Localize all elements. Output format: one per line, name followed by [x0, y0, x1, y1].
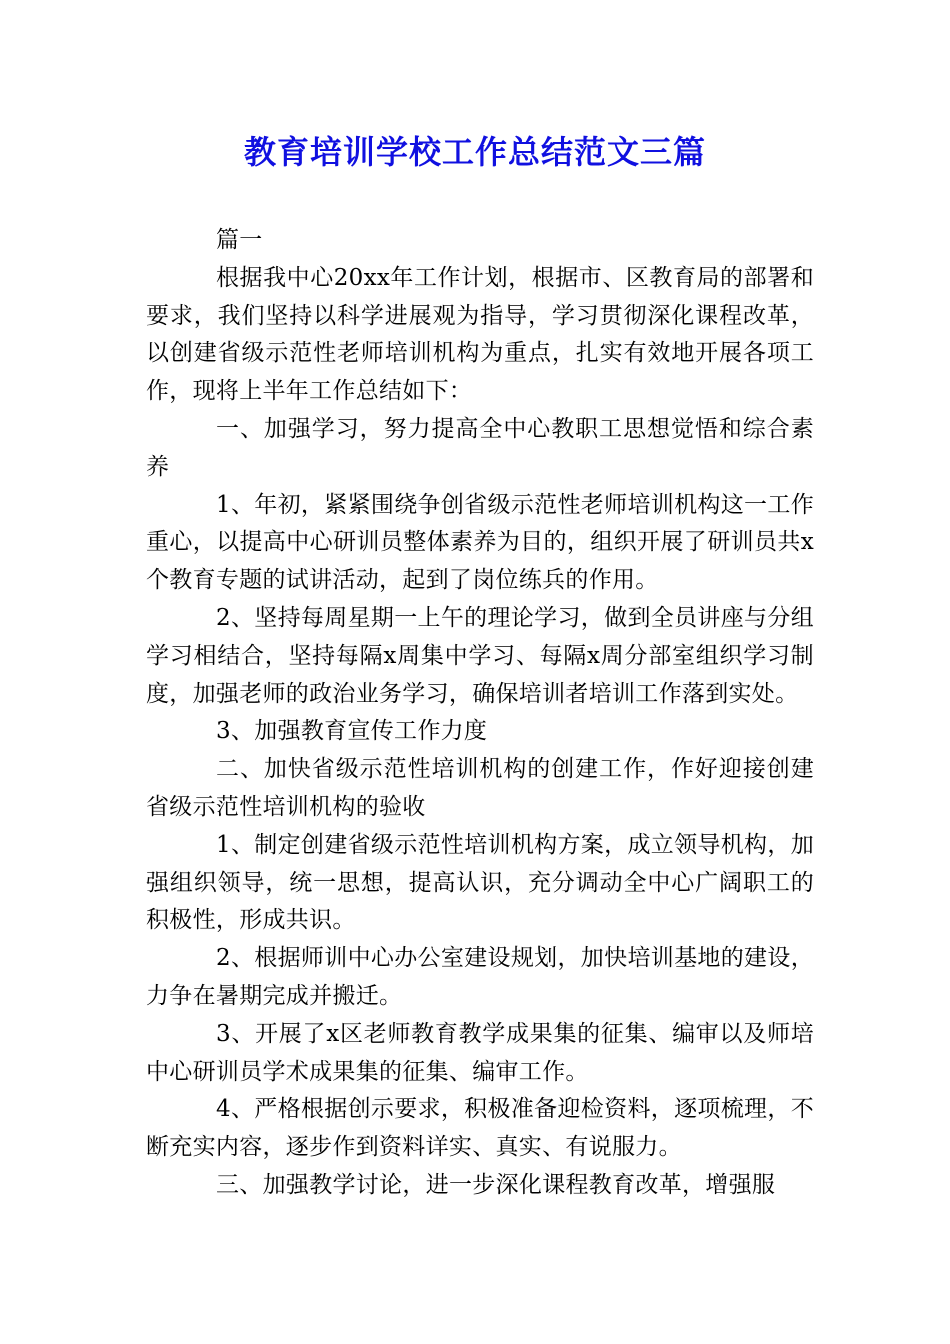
paragraph-item: 3、加强教育宣传工作力度 — [216, 718, 488, 745]
paragraph-item: 1、年初，紧紧围绕争创省级示范性老师培训机构这一工作重心，以提高中心研训员整体素养为目的，组织开展了研训员共x个教育专题的试讲活动，起到了岗位练兵的作用。 — [146, 491, 814, 594]
paragraph-heading-1: 一、加强学习，努力提高全中心教职工思想觉悟和综合素养 — [146, 415, 814, 480]
paragraph-item: 2、根据师训中心办公室建设规划，加快培训基地的建设，力争在暑期完成并搬迁。 — [146, 945, 814, 1009]
paragraph-section-label: 篇一 — [216, 227, 263, 253]
document-body — [146, 222, 814, 1205]
paragraph-heading-3: 三、加强教学讨论，进一步深化课程教育改革，增强服 — [216, 1171, 776, 1198]
paragraph-item: 1、制定创建省级示范性培训机构方案，成立领导机构，加强组织领导，统一思想，提高认识，充分调动全中心广阔职工的积极性，形成共识。 — [146, 831, 814, 934]
paragraph-intro: 根据我中心20xx年工作计划，根据市、区教育局的部署和要求，我们坚持以科学进展观为指导，学习贯彻深化课程改革，以创建省级示范性老师培训机构为重点，扎实有效地开展各项工作，现将上半年工作总结如下： — [146, 264, 814, 405]
paragraph-item: 3、开展了x区老师教育教学成果集的征集、编审以及师培中心研训员学术成果集的征集、编审工作。 — [146, 1020, 814, 1085]
paragraph-heading-2: 二、加快省级示范性培训机构的创建工作，作好迎接创建省级示范性培训机构的验收 — [146, 756, 814, 820]
paragraph-item: 4、严格根据创示要求，积极准备迎检资料，逐项梳理，不断充实内容，逐步作到资料详实、真实、有说服力。 — [146, 1096, 814, 1161]
document-title: 教育培训学校工作总结范文三篇 — [243, 133, 706, 171]
paragraph-item: 2、坚持每周星期一上午的理论学习，做到全员讲座与分组学习相结合，坚持每隔x周集中学习、每隔x周分部室组织学习制度，加强老师的政治业务学习，确保培训者培训工作落到实处。 — [146, 604, 814, 707]
